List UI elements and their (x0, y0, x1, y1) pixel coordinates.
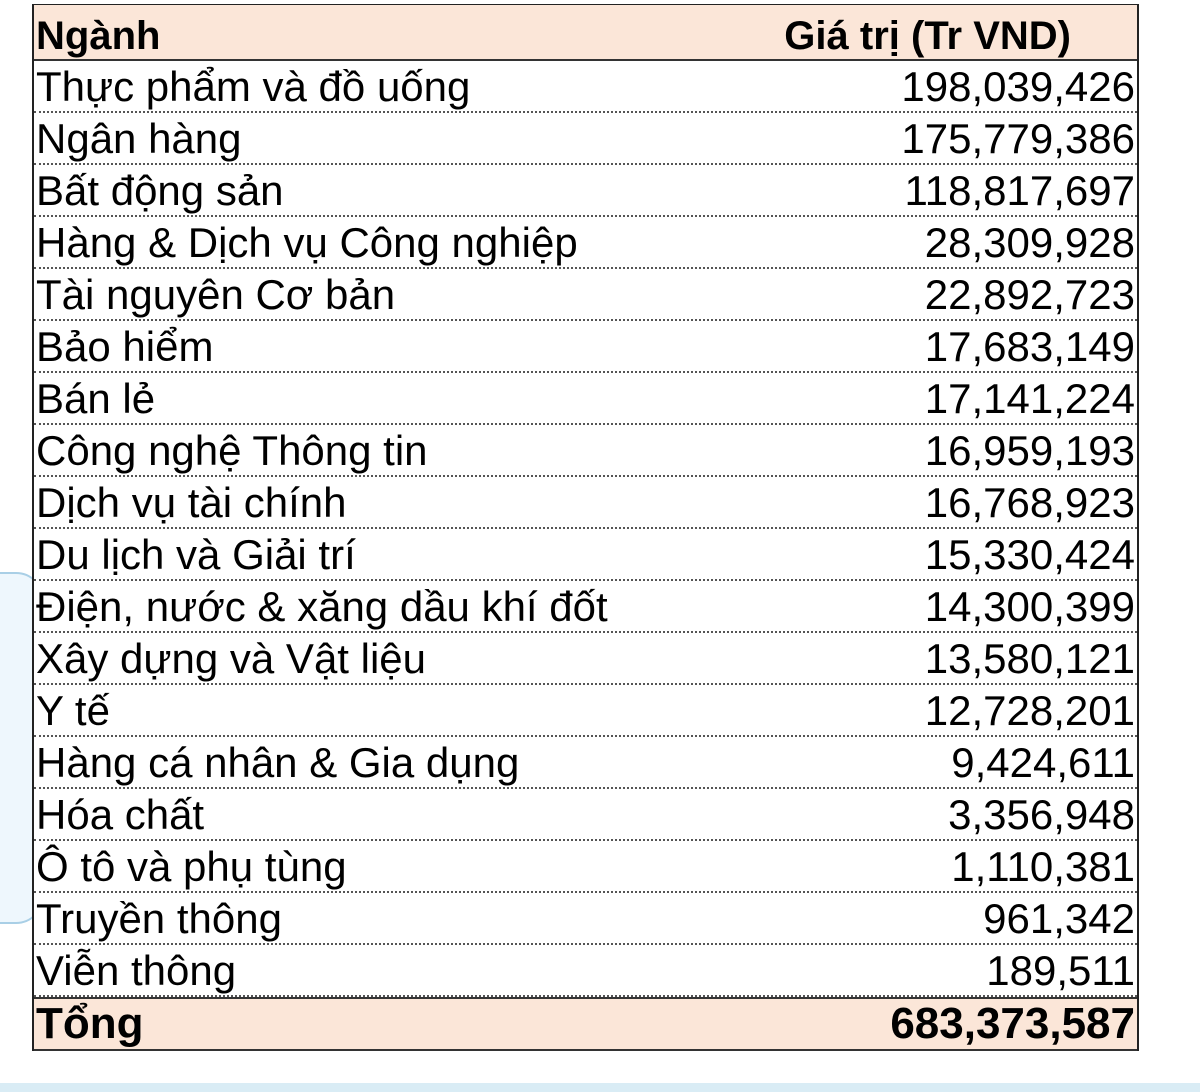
table-row (34, 321, 1137, 373)
sector-value: 189,511 (986, 947, 1135, 994)
table-row (34, 529, 1137, 581)
sector-name: Hóa chất (36, 791, 205, 838)
total-value: 683,373,587 (890, 999, 1135, 1048)
sector-value: 15,330,424 (924, 531, 1135, 578)
sector-value: 28,309,928 (924, 219, 1135, 266)
sector-value: 13,580,121 (924, 635, 1135, 682)
sector-value: 17,683,149 (924, 323, 1135, 370)
table-row (34, 217, 1137, 269)
sector-value: 12,728,201 (924, 687, 1135, 734)
sector-name: Truyền thông (36, 895, 282, 942)
table-row (34, 61, 1137, 113)
sector-value: 175,779,386 (901, 115, 1135, 162)
sector-name: Bất động sản (36, 167, 284, 214)
sector-value: 198,039,426 (901, 63, 1135, 110)
sector-value: 22,892,723 (924, 271, 1135, 318)
table-row (34, 633, 1137, 685)
table-row (34, 113, 1137, 165)
table-row (34, 737, 1137, 789)
sector-value: 16,768,923 (924, 479, 1135, 526)
table-row (34, 685, 1137, 737)
sector-name: Du lịch và Giải trí (36, 531, 356, 578)
sector-value: 9,424,611 (951, 739, 1135, 786)
sector-value: 17,141,224 (924, 375, 1135, 422)
sector-name: Viễn thông (36, 947, 237, 994)
table-row (34, 789, 1137, 841)
sector-name: Thực phẩm và đồ uống (36, 63, 471, 110)
header-value: Giá trị (Tr VND) (784, 14, 1071, 58)
bottom-rule (0, 1083, 1200, 1092)
table-header-row (34, 5, 1137, 61)
table-total-row (34, 997, 1137, 1051)
table-row (34, 945, 1137, 997)
sector-name: Xây dựng và Vật liệu (36, 635, 427, 682)
sector-value: 3,356,948 (948, 791, 1135, 838)
sector-name: Hàng & Dịch vụ Công nghiệp (36, 219, 578, 266)
sector-name: Bán lẻ (36, 375, 156, 422)
sector-name: Hàng cá nhân & Gia dụng (36, 739, 520, 786)
table-row (34, 269, 1137, 321)
header-sector: Ngành (36, 14, 161, 58)
table-row (34, 581, 1137, 633)
table-row (34, 425, 1137, 477)
table-row (34, 841, 1137, 893)
table-row (34, 477, 1137, 529)
sector-name: Y tế (36, 687, 110, 734)
sector-name: Dịch vụ tài chính (36, 479, 347, 526)
sector-name: Công nghệ Thông tin (36, 427, 428, 474)
sector-value: 961,342 (983, 895, 1135, 942)
sector-value: 1,110,381 (951, 843, 1135, 890)
sector-name: Ngân hàng (36, 115, 242, 162)
table-row (34, 893, 1137, 945)
sector-value-table (32, 4, 1139, 1051)
sector-value: 16,959,193 (924, 427, 1135, 474)
table-row (34, 373, 1137, 425)
total-label: Tổng (36, 999, 144, 1048)
sector-name: Tài nguyên Cơ bản (36, 271, 396, 318)
sector-value: 118,817,697 (904, 167, 1135, 214)
sector-name: Ô tô và phụ tùng (36, 843, 347, 890)
table-row (34, 165, 1137, 217)
sector-name: Điện, nước & xăng dầu khí đốt (36, 583, 608, 630)
sector-name: Bảo hiểm (36, 323, 214, 370)
sector-value: 14,300,399 (924, 583, 1135, 630)
